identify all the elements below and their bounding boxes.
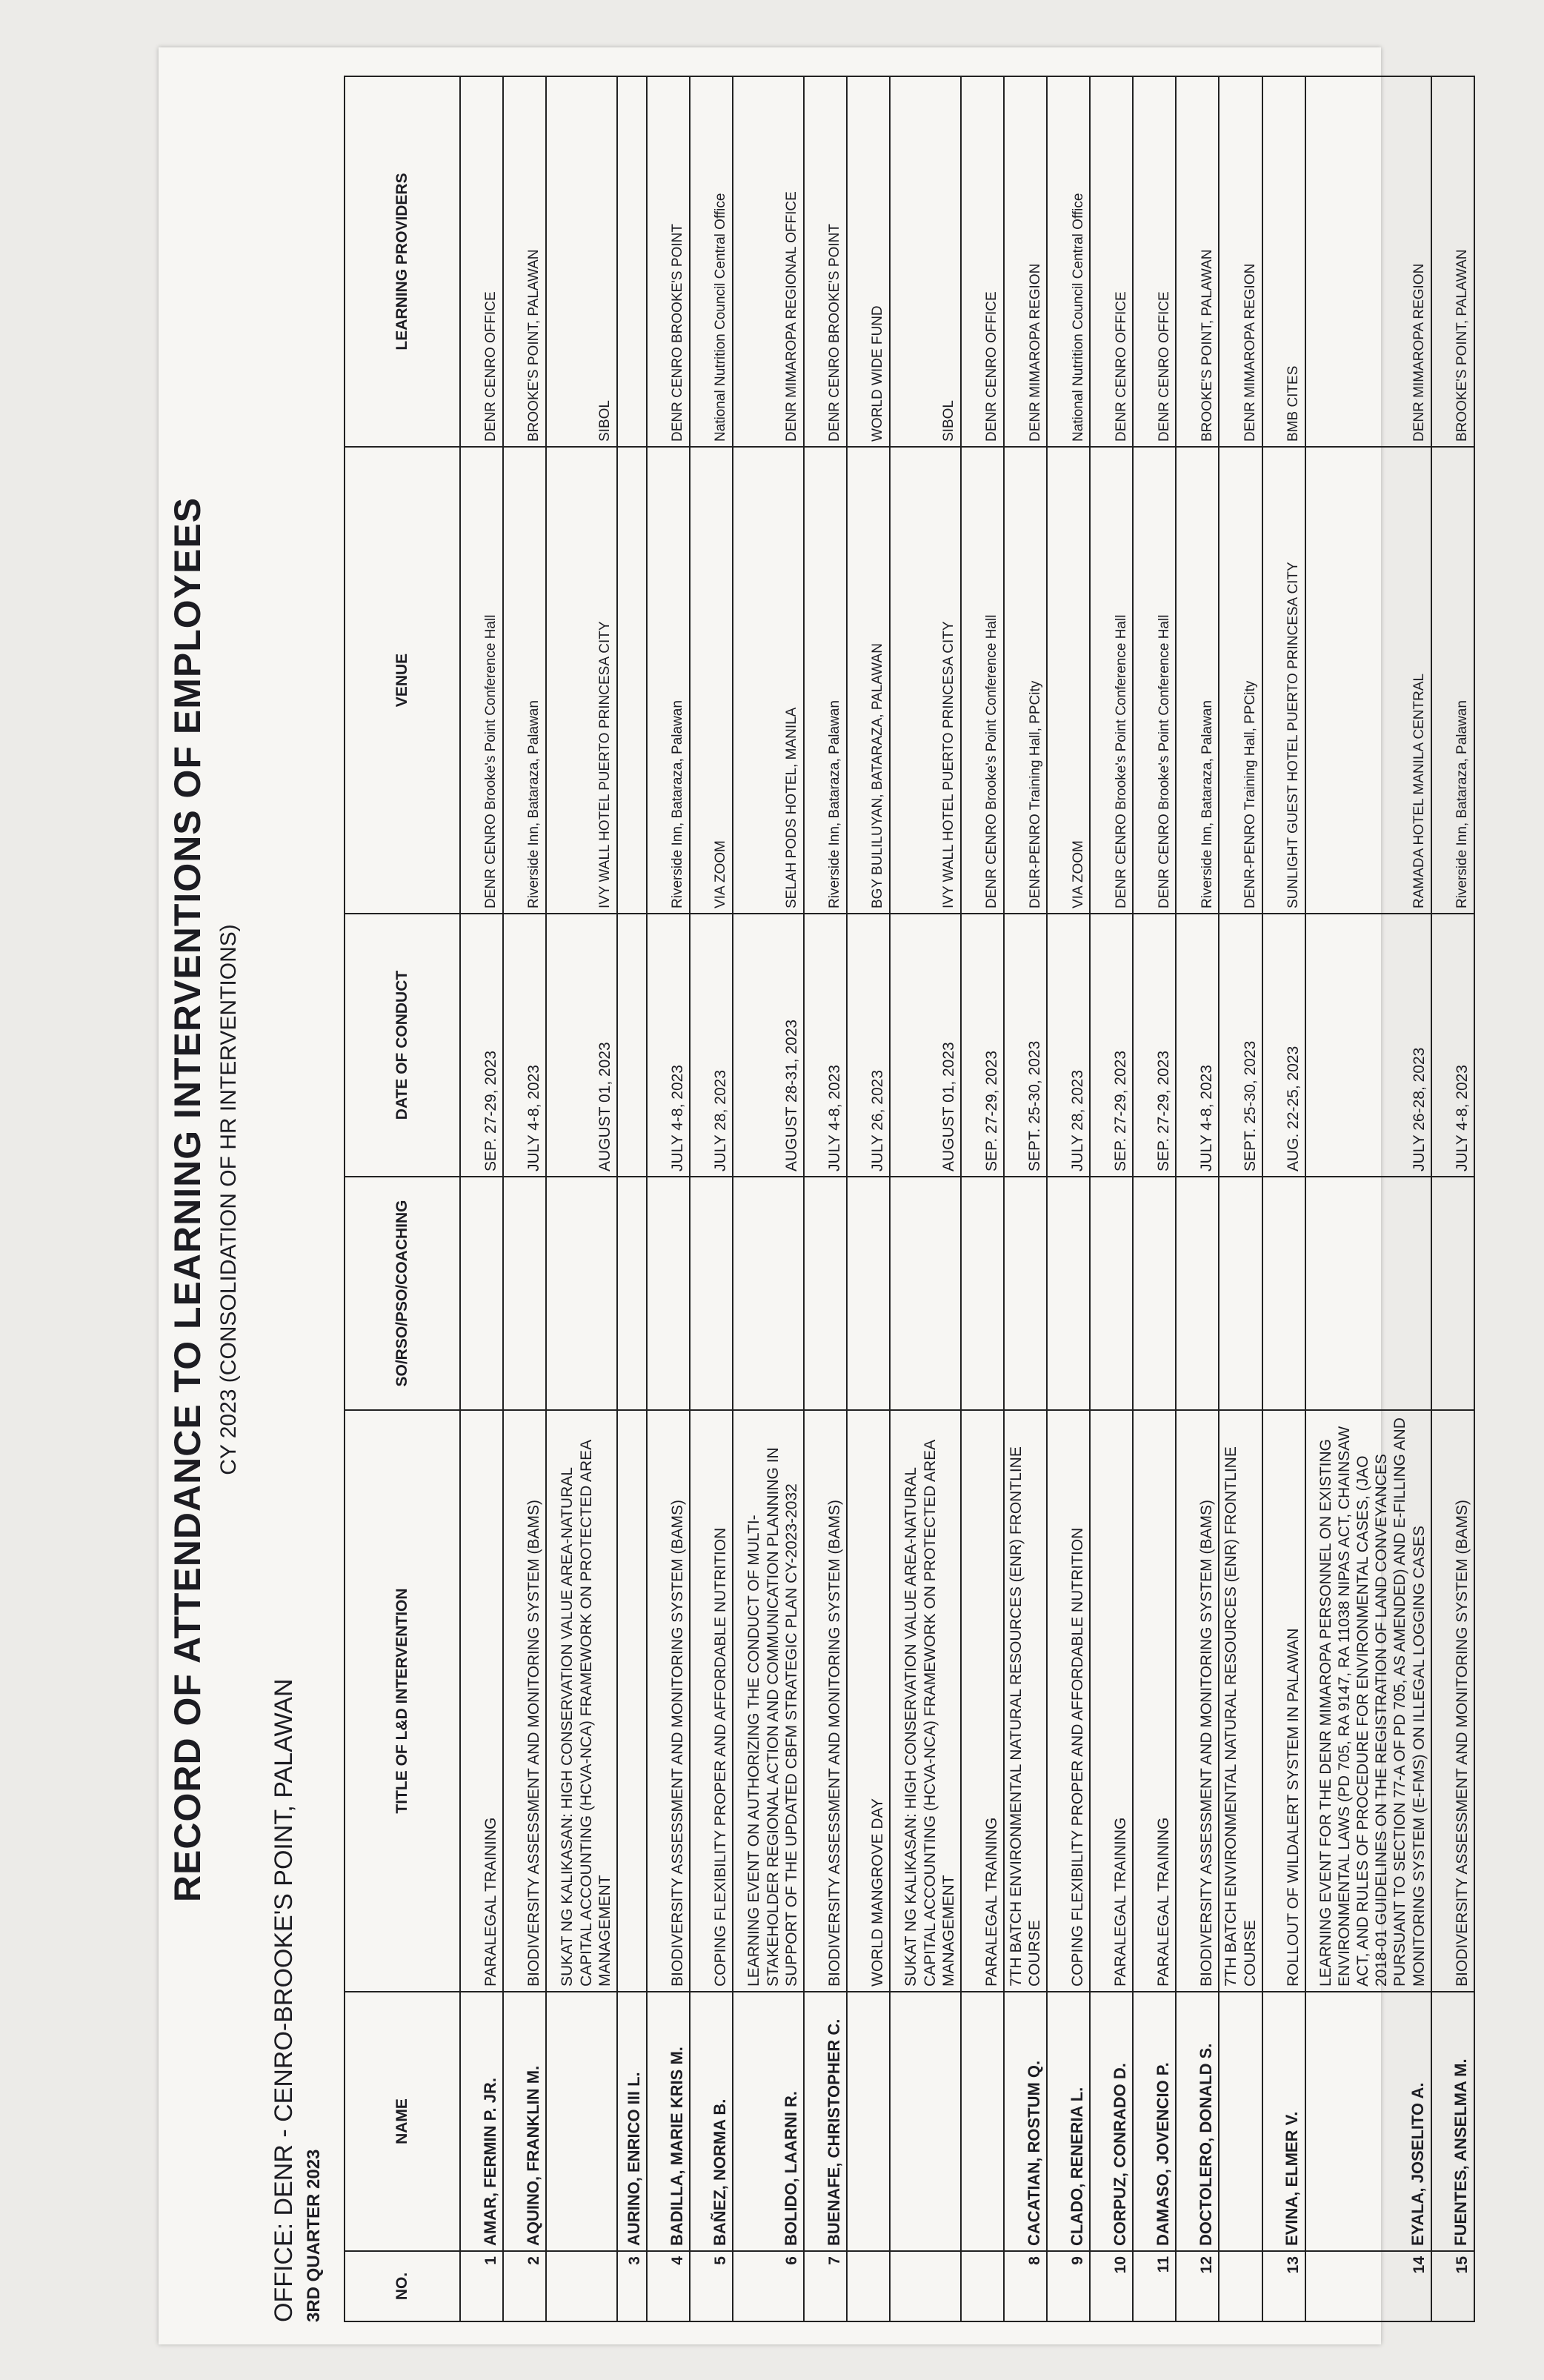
table-header-row <box>345 76 460 2321</box>
cell-no <box>847 2251 890 2321</box>
cell-no <box>546 2251 617 2321</box>
cell-provider: National Nutrition Council Central Office <box>690 76 733 447</box>
cell-title: SUKAT NG KALIKASAN: HIGH CONSERVATION VALUE AREA-NATURAL CAPITAL ACCOUNTING (HCVA-NCA) FRAMEWORK ON PROTECTED AREA MANAGEMENT <box>546 1410 617 1992</box>
cell-name: BAÑEZ, NORMA B. <box>690 1992 733 2251</box>
cell-name: BADILLA, MARIE KRIS M. <box>647 1992 690 2251</box>
cell-so <box>890 1177 961 1410</box>
cell-name: AMAR, FERMIN P. JR. <box>460 1992 503 2251</box>
cell-no: 5 <box>690 2251 733 2321</box>
cell-name: AURINO, ENRICO III L. <box>617 1992 647 2251</box>
cell-title: WORLD MANGROVE DAY <box>847 1410 890 1992</box>
cell-venue: DENR-PENRO Training Hall, PPCity <box>1219 447 1262 914</box>
cell-provider: BMB CITES <box>1262 76 1305 447</box>
cell-provider: BROOKE'S POINT, PALAWAN <box>503 76 546 447</box>
table-row <box>733 76 804 2321</box>
cell-title: SUKAT NG KALIKASAN: HIGH CONSERVATION VALUE AREA-NATURAL CAPITAL ACCOUNTING (HCVA-NCA) FRAMEWORK ON PROTECTED AREA MANAGEMENT <box>890 1410 961 1992</box>
cell-name: CLADO, RENERIA L. <box>1047 1992 1090 2251</box>
cell-so <box>1090 1177 1133 1410</box>
cell-so <box>733 1177 804 1410</box>
cell-date: JULY 26-28, 2023 <box>1305 914 1431 1177</box>
cell-provider: WORLD WIDE FUND <box>847 76 890 447</box>
cell-title: BIODIVERSITY ASSESSMENT AND MONITORING SYSTEM (BAMS) <box>804 1410 847 1992</box>
cell-date: JULY 28, 2023 <box>690 914 733 1177</box>
table-row <box>1219 76 1262 2321</box>
cell-provider: DENR MIMAROPA REGIONAL OFFICE <box>733 76 804 447</box>
cell-venue: IVY WALL HOTEL PUERTO PRINCESA CITY <box>890 447 961 914</box>
cell-no: 1 <box>460 2251 503 2321</box>
cell-title: COPING FLEXIBILITY PROPER AND AFFORDABLE NUTRITION <box>690 1410 733 1992</box>
cell-title: PARALEGAL TRAINING <box>460 1410 503 1992</box>
cell-no: 3 <box>617 2251 647 2321</box>
cell-so <box>617 1177 647 1410</box>
cell-so <box>503 1177 546 1410</box>
header-name: NAME <box>345 1992 460 2251</box>
cell-date: JULY 4-8, 2023 <box>1431 914 1474 1177</box>
cell-date: SEP. 27-29, 2023 <box>961 914 1004 1177</box>
table-row <box>804 76 847 2321</box>
cell-title: BIODIVERSITY ASSESSMENT AND MONITORING SYSTEM (BAMS) <box>1176 1410 1219 1992</box>
cell-date: JULY 28, 2023 <box>1047 914 1090 1177</box>
cell-name: DOCTOLERO, DONALD S. <box>1176 1992 1219 2251</box>
cell-provider: DENR MIMAROPA REGION <box>1305 76 1431 447</box>
cell-no <box>1219 2251 1262 2321</box>
cell-so <box>1431 1177 1474 1410</box>
cell-title: PARALEGAL TRAINING <box>1090 1410 1133 1992</box>
cell-venue: DENR CENRO Brooke's Point Conference Hall <box>460 447 503 914</box>
cell-no: 4 <box>647 2251 690 2321</box>
cell-name: BOLIDO, LAARNI R. <box>733 1992 804 2251</box>
cell-venue: BGY BULILUYAN, BATARAZA, PALAWAN <box>847 447 890 914</box>
cell-title: COPING FLEXIBILITY PROPER AND AFFORDABLE NUTRITION <box>1047 1410 1090 1992</box>
table-row <box>1090 76 1133 2321</box>
cell-venue: DENR CENRO Brooke's Point Conference Hall <box>1133 447 1176 914</box>
cell-name: AQUINO, FRANKLIN M. <box>503 1992 546 2251</box>
cell-so <box>961 1177 1004 1410</box>
cell-name: BUENAFE, CHRISTOPHER C. <box>804 1992 847 2251</box>
cell-no: 2 <box>503 2251 546 2321</box>
cell-provider: SIBOL <box>546 76 617 447</box>
cell-date: AUG. 22-25, 2023 <box>1262 914 1305 1177</box>
cell-title: BIODIVERSITY ASSESSMENT AND MONITORING SYSTEM (BAMS) <box>647 1410 690 1992</box>
cell-date: SEPT. 25-30, 2023 <box>1004 914 1047 1177</box>
cell-so <box>804 1177 847 1410</box>
cell-title: PARALEGAL TRAINING <box>961 1410 1004 1992</box>
cell-title: 7TH BATCH ENVIRONMENTAL NATURAL RESOURCES (ENR) FRONTLINE COURSE <box>1004 1410 1047 1992</box>
cell-so <box>1262 1177 1305 1410</box>
cell-provider: DENR CENRO OFFICE <box>460 76 503 447</box>
table-row <box>503 76 546 2321</box>
cell-name: FUENTES, ANSELMA M. <box>1431 1992 1474 2251</box>
cell-venue: Riverside Inn, Bataraza, Palawan <box>503 447 546 914</box>
table-row <box>460 76 503 2321</box>
cell-date <box>617 914 647 1177</box>
cell-date: SEPT. 25-30, 2023 <box>1219 914 1262 1177</box>
table-row <box>546 76 617 2321</box>
cell-date: JULY 26, 2023 <box>847 914 890 1177</box>
cell-date: SEP. 27-29, 2023 <box>460 914 503 1177</box>
cell-date: JULY 4-8, 2023 <box>503 914 546 1177</box>
table-row <box>690 76 733 2321</box>
cell-so <box>460 1177 503 1410</box>
cell-date: AUGUST 01, 2023 <box>890 914 961 1177</box>
cell-date: SEP. 27-29, 2023 <box>1090 914 1133 1177</box>
cell-title: BIODIVERSITY ASSESSMENT AND MONITORING SYSTEM (BAMS) <box>503 1410 546 1992</box>
cell-so <box>647 1177 690 1410</box>
table-row <box>961 76 1004 2321</box>
cell-so <box>546 1177 617 1410</box>
cell-no: 10 <box>1090 2251 1133 2321</box>
cell-title: PARALEGAL TRAINING <box>1133 1410 1176 1992</box>
rotated-page-content <box>159 77 1471 2322</box>
cell-so <box>1176 1177 1219 1410</box>
header-date: DATE OF CONDUCT <box>345 914 460 1177</box>
document-subtitle: CY 2023 (CONSOLIDATION OF HR INTERVENTIONS) <box>216 924 241 1475</box>
table-row <box>1431 76 1474 2321</box>
cell-provider: DENR CENRO OFFICE <box>1133 76 1176 447</box>
cell-date: JULY 4-8, 2023 <box>804 914 847 1177</box>
header-provider: LEARNING PROVIDERS <box>345 76 460 447</box>
table-row <box>1262 76 1305 2321</box>
quarter-label: 3RD QUARTER 2023 <box>304 2149 324 2322</box>
cell-venue: VIA ZOOM <box>690 447 733 914</box>
table-row <box>847 76 890 2321</box>
cell-venue: RAMADA HOTEL MANILA CENTRAL <box>1305 447 1431 914</box>
cell-name: EYALA, JOSELITO A. <box>1305 1992 1431 2251</box>
cell-so <box>690 1177 733 1410</box>
cell-provider: DENR CENRO OFFICE <box>1090 76 1133 447</box>
cell-title: BIODIVERSITY ASSESSMENT AND MONITORING SYSTEM (BAMS) <box>1431 1410 1474 1992</box>
header-title: TITLE OF L&D INTERVENTION <box>345 1410 460 1992</box>
cell-so <box>1047 1177 1090 1410</box>
cell-date: SEP. 27-29, 2023 <box>1133 914 1176 1177</box>
cell-no: 9 <box>1047 2251 1090 2321</box>
cell-venue: Riverside Inn, Bataraza, Palawan <box>1176 447 1219 914</box>
cell-name: CACATIAN, ROSTUM Q. <box>1004 1992 1047 2251</box>
cell-date: AUGUST 01, 2023 <box>546 914 617 1177</box>
office-label: OFFICE: DENR - CENRO-BROOKE'S POINT, PALAWAN <box>270 1678 298 2322</box>
cell-title: 7TH BATCH ENVIRONMENTAL NATURAL RESOURCES (ENR) FRONTLINE COURSE <box>1219 1410 1262 1992</box>
cell-date: AUGUST 28-31, 2023 <box>733 914 804 1177</box>
cell-provider: DENR MIMAROPA REGION <box>1219 76 1262 447</box>
cell-venue: IVY WALL HOTEL PUERTO PRINCESA CITY <box>546 447 617 914</box>
cell-title: LEARNING EVENT FOR THE DENR MIMAROPA PERSONNEL ON EXISTING ENVIRONMENTAL LAWS (PD 705, RA 9147, RA 11038 NIPAS ACT, CHAINSAW ACT, AND RULES OF PROCEDURE FOR ENVIRONMENTAL CASES, (JAO 2018-01 GUIDELINES ON THE REGISTRATION OF LAND CONVEYANCES PURSUANT TO SECTION 77-A OF PD 705, AS AMENDED) AND E-FILLING AND MONITORING SYSTEM (E-FMS) ON ILLEGAL LOGGING CASES <box>1305 1410 1431 1992</box>
cell-name <box>961 1992 1004 2251</box>
cell-no: 7 <box>804 2251 847 2321</box>
cell-no: 14 <box>1305 2251 1431 2321</box>
table-row <box>1305 76 1431 2321</box>
table-row <box>617 76 647 2321</box>
cell-provider: BROOKE'S POINT, PALAWAN <box>1431 76 1474 447</box>
cell-venue: Riverside Inn, Bataraza, Palawan <box>804 447 847 914</box>
document-title: RECORD OF ATTENDANCE TO LEARNING INTERVENTIONS OF EMPLOYEES <box>167 496 208 1903</box>
table-row <box>1004 76 1047 2321</box>
attendance-table <box>344 76 1475 2322</box>
cell-venue: DENR CENRO Brooke's Point Conference Hall <box>961 447 1004 914</box>
cell-date: JULY 4-8, 2023 <box>1176 914 1219 1177</box>
cell-no: 15 <box>1431 2251 1474 2321</box>
table-row <box>1176 76 1219 2321</box>
cell-no <box>961 2251 1004 2321</box>
cell-name <box>546 1992 617 2251</box>
cell-provider <box>617 76 647 447</box>
cell-no: 12 <box>1176 2251 1219 2321</box>
header-venue: VENUE <box>345 447 460 914</box>
cell-no: 8 <box>1004 2251 1047 2321</box>
cell-so <box>847 1177 890 1410</box>
cell-venue: DENR-PENRO Training Hall, PPCity <box>1004 447 1047 914</box>
cell-no: 11 <box>1133 2251 1176 2321</box>
cell-name: DAMASO, JOVENCIO P. <box>1133 1992 1176 2251</box>
cell-venue: VIA ZOOM <box>1047 447 1090 914</box>
cell-name <box>1219 1992 1262 2251</box>
table-row <box>647 76 690 2321</box>
cell-provider: DENR CENRO OFFICE <box>961 76 1004 447</box>
table-row <box>1047 76 1090 2321</box>
cell-title <box>617 1410 647 1992</box>
cell-venue: Riverside Inn, Bataraza, Palawan <box>647 447 690 914</box>
cell-date: JULY 4-8, 2023 <box>647 914 690 1177</box>
cell-provider: SIBOL <box>890 76 961 447</box>
cell-so <box>1133 1177 1176 1410</box>
cell-so <box>1219 1177 1262 1410</box>
cell-venue: DENR CENRO Brooke's Point Conference Hall <box>1090 447 1133 914</box>
cell-name: EVINA, ELMER V. <box>1262 1992 1305 2251</box>
cell-no: 13 <box>1262 2251 1305 2321</box>
cell-name <box>847 1992 890 2251</box>
header-no: NO. <box>345 2251 460 2321</box>
cell-name: CORPUZ, CONRADO D. <box>1090 1992 1133 2251</box>
cell-venue <box>617 447 647 914</box>
cell-no <box>890 2251 961 2321</box>
cell-provider: National Nutrition Council Central Office <box>1047 76 1090 447</box>
cell-so <box>1004 1177 1047 1410</box>
cell-name <box>890 1992 961 2251</box>
cell-provider: DENR MIMAROPA REGION <box>1004 76 1047 447</box>
table-row <box>1133 76 1176 2321</box>
cell-title: LEARNING EVENT ON AUTHORIZING THE CONDUCT OF MULTI-STAKEHOLDER REGIONAL ACTION AND COMMUNICATION PLANNING IN SUPPORT OF THE UPDATED CBFM STRATEGIC PLAN CY-2023-2032 <box>733 1410 804 1992</box>
header-so: SO/RSO/PSO/COACHING <box>345 1177 460 1410</box>
cell-no: 6 <box>733 2251 804 2321</box>
cell-provider: DENR CENRO BROOKE'S POINT <box>804 76 847 447</box>
cell-venue: SELAH PODS HOTEL, MANILA <box>733 447 804 914</box>
cell-provider: DENR CENRO BROOKE'S POINT <box>647 76 690 447</box>
cell-so <box>1305 1177 1431 1410</box>
cell-venue: Riverside Inn, Bataraza, Palawan <box>1431 447 1474 914</box>
document-page <box>159 47 1471 2344</box>
cell-provider: BROOKE'S POINT, PALAWAN <box>1176 76 1219 447</box>
cell-title: ROLLOUT OF WILDALERT SYSTEM IN PALAWAN <box>1262 1410 1305 1992</box>
table-row <box>890 76 961 2321</box>
cell-venue: SUNLIGHT GUEST HOTEL PUERTO PRINCESA CITY <box>1262 447 1305 914</box>
